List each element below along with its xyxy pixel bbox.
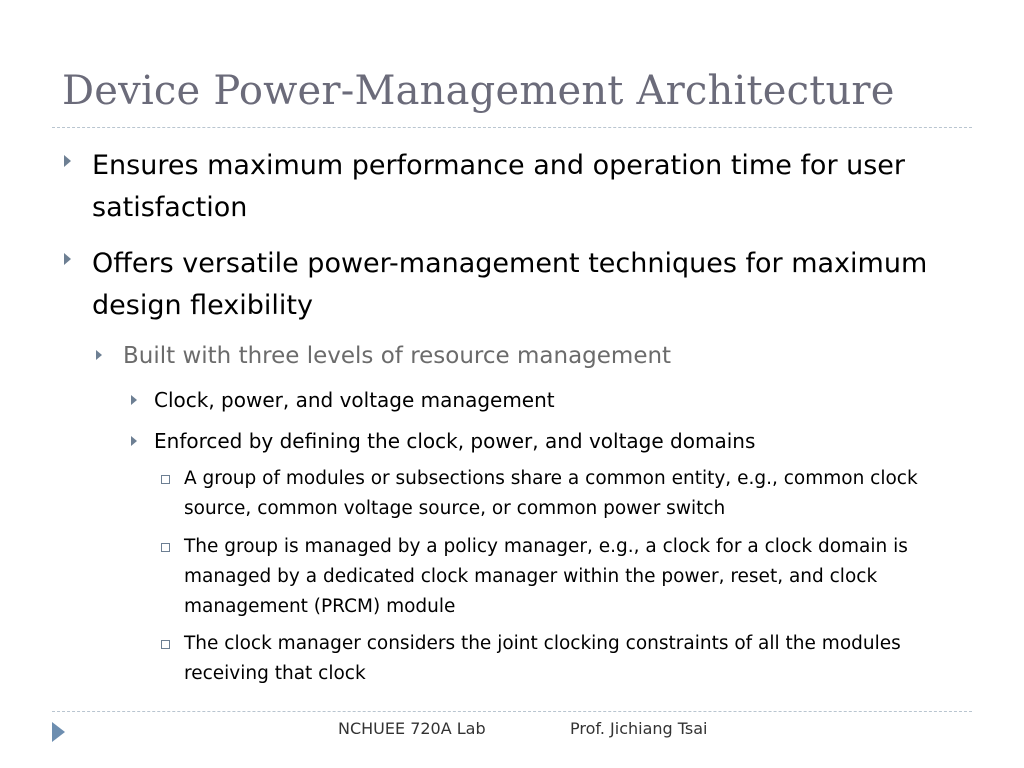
sub-sub-bullet-management xyxy=(131,385,954,415)
triangle-bullet-icon xyxy=(64,253,71,265)
detail-text: The clock manager considers the joint clocking constraints of all the modules receiving that clock xyxy=(184,633,901,684)
detail-clock-manager xyxy=(161,629,959,689)
detail-common-entity xyxy=(161,464,959,524)
triangle-bullet-icon xyxy=(131,395,137,405)
sub-sub-bullet-domains xyxy=(131,426,954,456)
bullet-text: Offers versatile power-management techniques for maximum design flexibility xyxy=(92,248,928,321)
detail-policy-manager xyxy=(161,532,959,622)
triangle-bullet-icon xyxy=(131,436,137,446)
square-bullet-icon xyxy=(161,543,170,552)
bullet-text: Ensures maximum performance and operation time for user satisfaction xyxy=(92,150,906,223)
bullet-performance xyxy=(64,145,942,229)
footer-divider xyxy=(52,711,972,712)
sub-bullet-resource-levels xyxy=(96,340,923,372)
sub-sub-bullet-text: Enforced by defining the clock, power, and voltage domains xyxy=(154,429,756,453)
footer-professor: Prof. Jichiang Tsai xyxy=(570,719,708,738)
sub-sub-bullet-text: Clock, power, and voltage management xyxy=(154,388,555,412)
bullet-techniques xyxy=(64,243,942,327)
triangle-footer-icon xyxy=(52,722,65,742)
square-bullet-icon xyxy=(161,640,170,649)
sub-bullet-text: Built with three levels of resource management xyxy=(123,343,672,369)
detail-text: A group of modules or subsections share a common entity, e.g., common clock source, common voltage source, or common power switch xyxy=(184,468,918,519)
footer-lab: NCHUEE 720A Lab xyxy=(338,719,486,738)
triangle-bullet-icon xyxy=(96,350,102,360)
detail-text: The group is managed by a policy manager, e.g., a clock for a clock domain is managed by a dedicated clock manager within the power, reset, and clock management (PRCM) module xyxy=(184,536,908,617)
slide-title: Device Power-Management Architecture xyxy=(62,68,895,114)
square-bullet-icon xyxy=(161,475,170,484)
triangle-bullet-icon xyxy=(64,155,71,167)
